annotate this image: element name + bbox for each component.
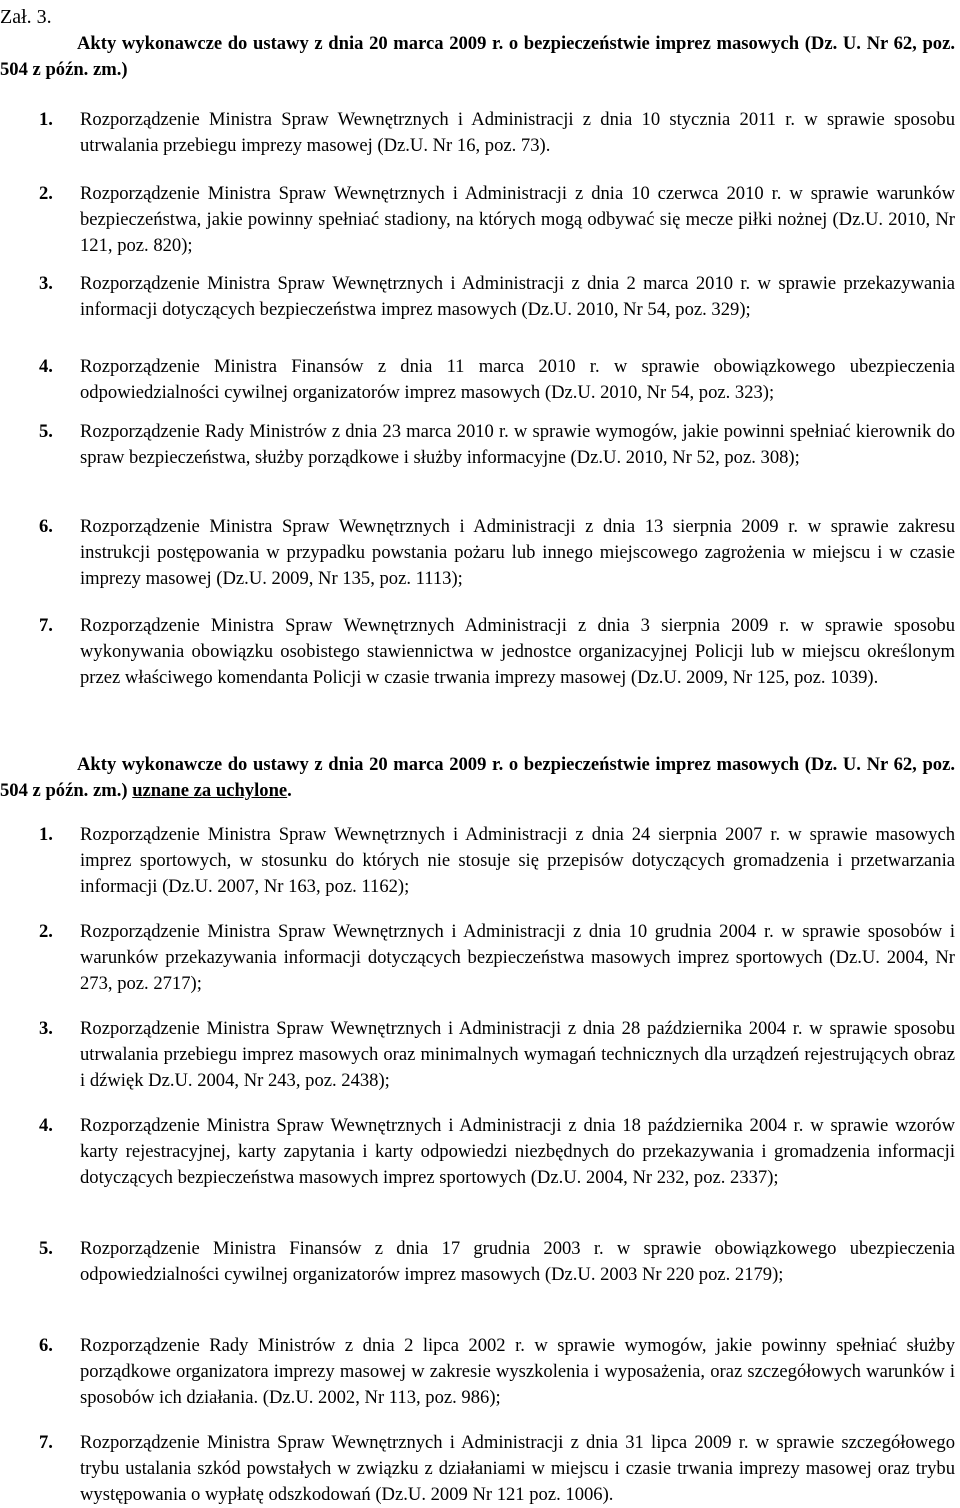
item-number: 7. (39, 615, 53, 636)
item-number: 1. (39, 824, 53, 845)
item-text: Rozporządzenie Ministra Spraw Wewnętrznych i Administracji z dnia 10 grudnia 2004 r. w sprawie sposobów i warunków przekazywania informacji dotyczących bezpieczeństwa masowych imprez sportowych (Dz.U. 2004, Nr 273, poz. 2717); (80, 921, 955, 994)
item-number: 5. (39, 421, 53, 442)
item-text: Rozporządzenie Rady Ministrów z dnia 23 marca 2010 r. w sprawie wymogów, jakie powinni spełniać kierownik do spraw bezpieczeństwa, służby porządkowe i służby informacyjne (Dz.U. 2010, Nr 52, poz. 308); (80, 421, 955, 468)
item-number: 4. (39, 356, 53, 377)
heading-text: Akty wykonawcze do ustawy z dnia 20 marca 2009 r. o bezpieczeństwie imprez masowych (Dz. U. Nr 62, poz. 504 z późn. zm.) (0, 754, 955, 801)
item-text: Rozporządzenie Ministra Spraw Wewnętrznych i Administracji z dnia 28 października 2004 r. w sprawie sposobu utrwalania przebiegu imprez masowych oraz minimalnych wymagań technicznych dla urządzeń rejestrujących obraz i dźwięk Dz.U. 2004, Nr 243, poz. 2438); (80, 1018, 955, 1091)
item-text: Rozporządzenie Ministra Finansów z dnia 11 marca 2010 r. w sprawie obowiązkowego ubezpieczenia odpowiedzialności cywilnej organizatorów imprez masowych (Dz.U. 2010, Nr 54, poz. 323); (80, 356, 955, 403)
item-number: 3. (39, 1018, 53, 1039)
item-text: Rozporządzenie Ministra Finansów z dnia 17 grudnia 2003 r. w sprawie obowiązkowego ubezpieczenia odpowiedzialności cywilnej organizatorów imprez masowych (Dz.U. 2003 Nr 220 poz. 2179); (80, 1238, 955, 1285)
attachment-label: Zał. 3. (0, 6, 52, 28)
item-text: Rozporządzenie Ministra Spraw Wewnętrznych i Administracji z dnia 13 sierpnia 2009 r. w sprawie zakresu instrukcji postępowania w przypadku powstania pożaru lub innego miejscowego zagrożenia w miejscu i w czasie imprezy masowej (Dz.U. 2009, Nr 135, poz. 1113); (80, 516, 955, 589)
item-number: 2. (39, 183, 53, 204)
item-text: Rozporządzenie Ministra Spraw Wewnętrznych i Administracji z dnia 10 stycznia 2011 r. w sprawie sposobu utrwalania przebiegu imprezy masowej (Dz.U. Nr 16, poz. 73). (80, 109, 955, 156)
item-number: 3. (39, 273, 53, 294)
heading-period: . (287, 780, 292, 801)
item-text: Rozporządzenie Ministra Spraw Wewnętrznych Administracji z dnia 3 sierpnia 2009 r. w sprawie sposobu wykonywania obowiązku osobistego stawiennictwa w jednostce organizacyjnej Policji lub w miejscu określonym przez właściwego komendanta Policji w czasie trwania imprezy masowej (Dz.U. 2009, Nr 125, poz. 1039). (80, 615, 955, 688)
item-text: Rozporządzenie Ministra Spraw Wewnętrznych i Administracji z dnia 24 sierpnia 2007 r. w sprawie masowych imprez sportowych, w stosunku do których nie stosuje się przepisów dotyczących gromadzenia i przetwarzania informacji (Dz.U. 2007, Nr 163, poz. 1162); (80, 824, 955, 897)
item-number: 7. (39, 1432, 53, 1453)
section-heading-repealed (0, 752, 955, 804)
item-text: Rozporządzenie Ministra Spraw Wewnętrznych i Administracji z dnia 31 lipca 2009 r. w sprawie szczegółowego trybu ustalania szkód powstałych w związku z działaniami w miejscu i czasie trwania imprezy masowej oraz trybu występowania o wypłatę odszkodowań (Dz.U. 2009 Nr 121 poz. 1006). (80, 1432, 955, 1505)
item-text: Rozporządzenie Ministra Spraw Wewnętrznych i Administracji z dnia 10 czerwca 2010 r. w sprawie warunków bezpieczeństwa, jakie powinny spełniać stadiony, na których mogą odbywać się mecze piłki nożnej (Dz.U. 2010, Nr 121, poz. 820); (80, 183, 955, 256)
item-number: 6. (39, 1335, 53, 1356)
heading-underlined-text: uznane za uchylone (132, 780, 288, 801)
item-number: 5. (39, 1238, 53, 1259)
item-number: 4. (39, 1115, 53, 1136)
item-text: Rozporządzenie Ministra Spraw Wewnętrznych i Administracji z dnia 2 marca 2010 r. w sprawie przekazywania informacji dotyczących bezpieczeństwa imprez masowych (Dz.U. 2010, Nr 54, poz. 329); (80, 273, 955, 320)
item-number: 2. (39, 921, 53, 942)
item-number: 6. (39, 516, 53, 537)
item-text: Rozporządzenie Rady Ministrów z dnia 2 lipca 2002 r. w sprawie wymogów, jakie powinny spełniać służby porządkowe organizatora imprezy masowej w zakresie wyszkolenia i wyposażenia, oraz szczegółowych warunków i sposobów ich działania. (Dz.U. 2002, Nr 113, poz. 986); (80, 1335, 955, 1408)
item-text: Rozporządzenie Ministra Spraw Wewnętrznych i Administracji z dnia 18 października 2004 r. w sprawie wzorów karty rejestracyjnej, karty zapytania i karty odpowiedzi niezbędnych do przekazywania i gromadzenia informacji dotyczących bezpieczeństwa masowych imprez sportowych (Dz.U. 2004, Nr 232, poz. 2337); (80, 1115, 955, 1188)
section-heading-in-force: Akty wykonawcze do ustawy z dnia 20 marca 2009 r. o bezpieczeństwie imprez masowych (Dz. U. Nr 62, poz. 504 z późn. zm.) (0, 33, 955, 80)
item-number: 1. (39, 109, 53, 130)
